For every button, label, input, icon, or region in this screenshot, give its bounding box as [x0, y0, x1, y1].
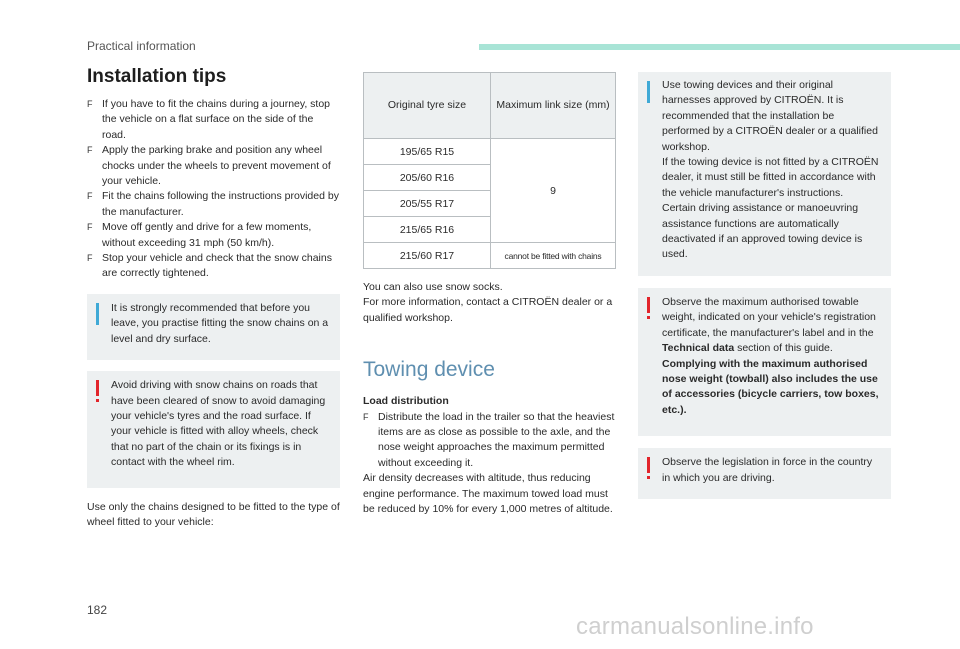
tyre-chain-table — [363, 72, 616, 269]
info-icon — [647, 81, 650, 103]
warning-icon — [647, 457, 650, 473]
installation-bullets — [87, 97, 340, 282]
link-size-cell: 9 — [491, 139, 616, 243]
list-item: F Stop your vehicle and check that the snow chains are correctly tightened. — [87, 252, 332, 280]
bullet-icon: F — [87, 253, 93, 264]
snow-socks-line: You can also use snow socks. — [363, 281, 503, 293]
header-link-size: Maximum link size (mm) — [491, 73, 616, 139]
page-number: 182 — [87, 603, 108, 617]
section-label: Practical information — [87, 39, 196, 53]
chains-text: Use only the chains designed to be fitted to the type of wheel fitted to your vehicle: — [87, 500, 340, 528]
column-notes — [638, 72, 891, 499]
bullet-icon: F — [87, 99, 93, 109]
tyre-size-cell: 205/55 R17 — [364, 191, 491, 217]
no-chains-cell: cannot be fitted with chains — [491, 243, 616, 269]
warning-box-legislation — [638, 448, 891, 499]
header-accent-bar — [479, 44, 960, 50]
list-item: F Apply the parking brake and position any wheel chocks under the wheels to prevent movement of your vehicle. — [87, 144, 331, 188]
info-box-practise — [87, 294, 340, 360]
warning-box-towable-weight — [638, 288, 891, 436]
bullet-icon: F — [87, 191, 93, 202]
table-row — [364, 139, 616, 165]
altitude-text: Air density decreases with altitude, thus reducing engine performance. The maximum towed load must be reduced by 10% for every 1,000 metres of altitude. — [363, 472, 613, 516]
info-p3: Certain driving assistance or manoeuvring assistance functions are automatically deactivated if an approved towing device is used. — [662, 202, 863, 261]
info-text: It is strongly recommended that before you leave, you practise fitting the snow chains on a level and dry surface. — [111, 301, 329, 345]
tyre-size-cell: 215/60 R17 — [364, 243, 491, 269]
info-p1: Use towing devices and their original harnesses approved by CITROËN. It is recommended that the installation be performed by a CITROËN dealer or a qualified workshop. — [662, 79, 878, 153]
warning-nose-weight-text: Complying with the maximum authorised nose weight (towball) also includes the use of accessories (bicycle carriers, tow boxes, etc.). — [662, 357, 879, 416]
info-p2: If the towing device is not fitted by a CITROËN dealer, it must still be fitted in accordance with the vehicle manufacturer's instructions. — [662, 156, 879, 199]
warning-legislation-text: Observe the legislation in force in the country in which you are driving. — [662, 456, 873, 484]
column-installation — [87, 66, 340, 530]
tyre-size-cell: 195/65 R15 — [364, 139, 491, 165]
list-item: F Move off gently and drive for a few moments, without exceeding 31 mph (50 km/h). — [87, 221, 312, 249]
header-tyre-size: Original tyre size — [364, 73, 491, 139]
bullet-icon: F — [87, 145, 93, 156]
warning-icon — [96, 380, 99, 396]
installation-title: Installation tips — [87, 66, 227, 87]
warning-box-roads — [87, 371, 340, 487]
column-table-towing — [363, 72, 616, 517]
load-heading: Load distribution — [363, 395, 449, 408]
warning-text: Avoid driving with snow chains on roads that have been cleared of snow to avoid damaging your vehicle's tyres and the road surface. If your vehicle is fitted with alloy wheels, check that no part of the chain or its fixings is in contact with the wheel rim. — [111, 379, 326, 469]
watermark: carmanualsonline.info — [576, 613, 814, 640]
towing-title: Towing device — [363, 358, 495, 382]
warning-weight-text: Observe the maximum authorised towable weight, indicated on your vehicle's registration certificate, the manufacturer's label and in the Technical data section of this guide. — [662, 295, 876, 355]
list-item: F If you have to fit the chains during a journey, stop the vehicle on a flat surface on the side of the road. — [87, 98, 331, 141]
bullet-icon: F — [363, 411, 369, 422]
table-row — [364, 243, 616, 269]
info-box-towing-devices — [638, 72, 891, 276]
contact-line: For more information, contact a CITROËN dealer or a qualified workshop. — [363, 296, 613, 324]
load-bullets — [363, 410, 616, 472]
table-header-row — [364, 73, 616, 139]
tyre-size-cell: 215/65 R16 — [364, 217, 491, 243]
bullet-icon: F — [87, 222, 93, 233]
list-item: F Distribute the load in the trailer so that the heaviest items are as close as possible to the axle, and the nose weight approaches the maximum permitted without exceeding it. — [363, 410, 615, 469]
warning-icon — [647, 297, 650, 313]
list-item: F Fit the chains following the instructions provided by the manufacturer. — [87, 190, 339, 218]
tyre-size-cell: 205/60 R16 — [364, 165, 491, 191]
info-icon — [96, 303, 99, 325]
